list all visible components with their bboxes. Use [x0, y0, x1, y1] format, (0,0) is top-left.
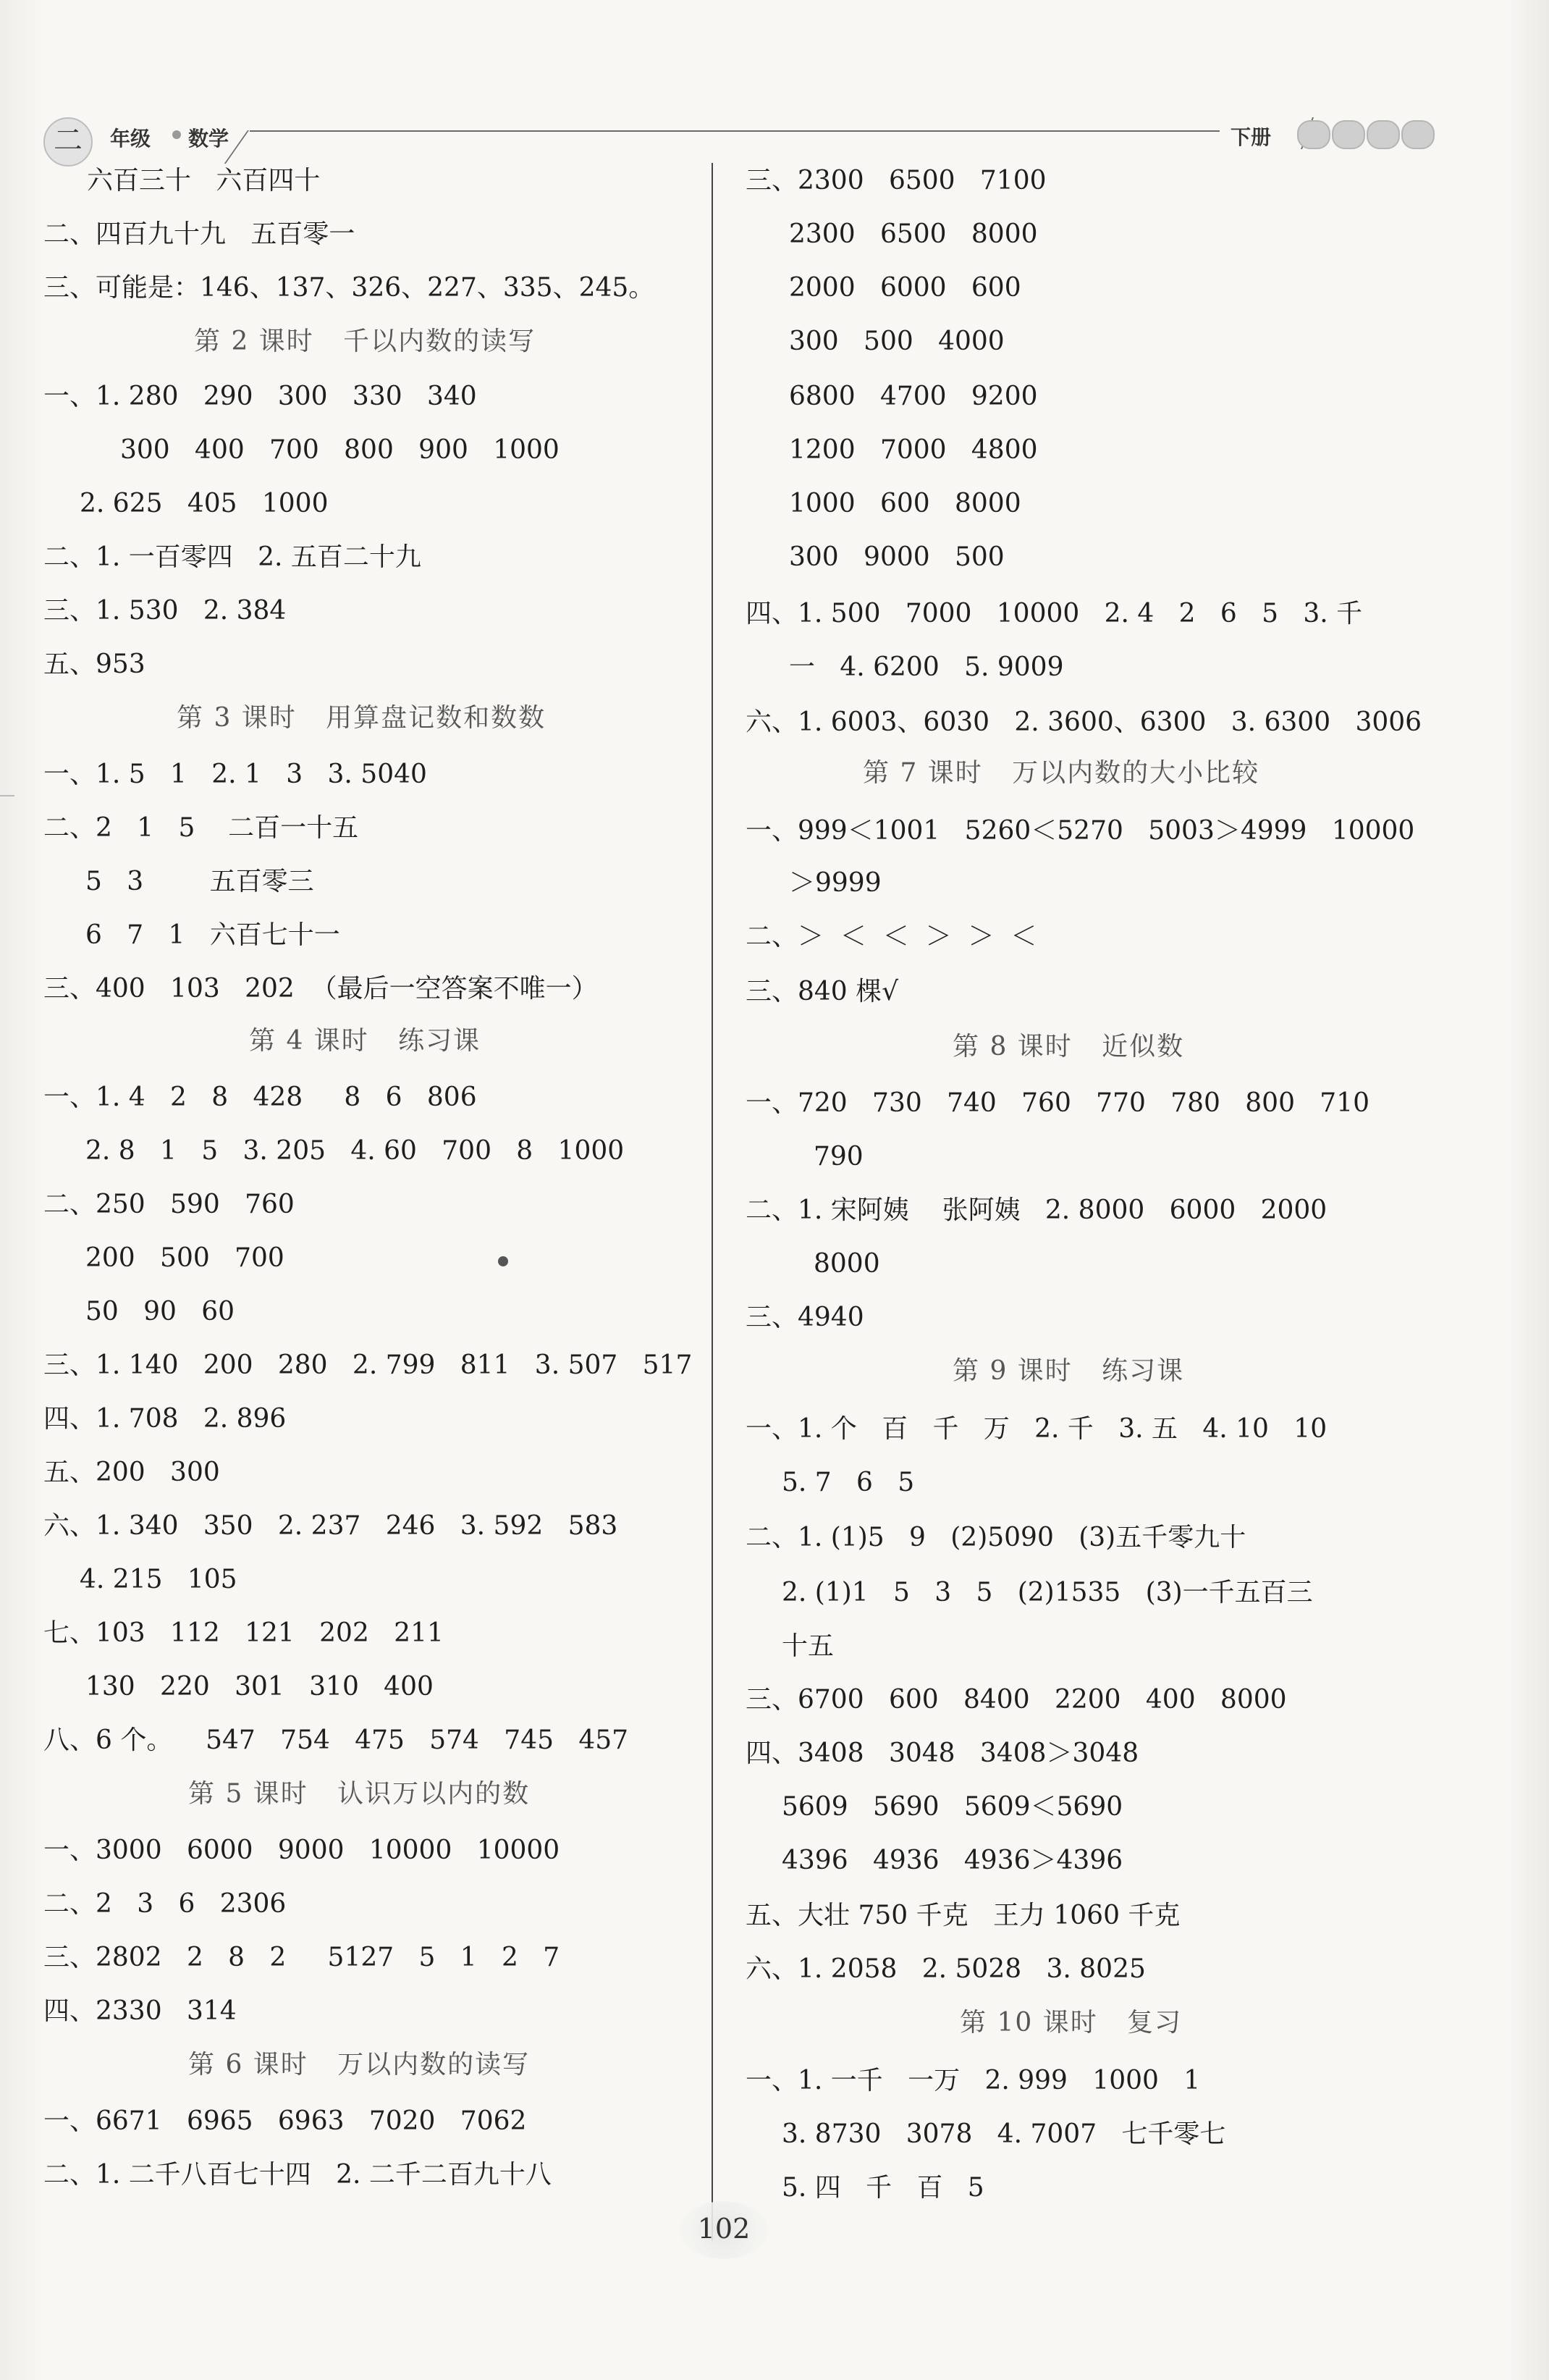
answer-line: 8000	[814, 1249, 880, 1279]
lesson-heading: 第 5 课时 认识万以内的数	[188, 1779, 531, 1809]
answer-line: 五、200 300	[43, 1458, 220, 1487]
answer-line: 3. 8730 3078 4. 7007 七千零七	[782, 2119, 1226, 2149]
answer-line: 三、4940	[746, 1303, 864, 1332]
lesson-heading: 第 7 课时 万以内数的大小比较	[863, 758, 1260, 788]
answer-line: 一、1. 个 百 千 万 2. 千 3. 五 4. 10 10	[746, 1414, 1328, 1444]
answer-line: 4. 215 105	[80, 1565, 237, 1594]
answer-line: 二、2 1 5 二百一十五	[43, 813, 359, 843]
answer-line: 2300 6500 8000	[789, 219, 1038, 249]
answer-line: 二、250 590 760	[43, 1190, 295, 1219]
answer-line: 790	[814, 1142, 864, 1172]
answer-line: 一、720 730 740 760 770 780 800 710	[746, 1088, 1370, 1118]
answer-line: 八、6 个。 547 754 475 574 745 457	[43, 1725, 629, 1755]
answer-line: 一、999＜1001 5260＜5270 5003＞4999 10000	[746, 816, 1415, 846]
answer-line: 三、400 103 202 （最后一空答案不唯一）	[43, 974, 598, 1004]
answer-line: 300 400 700 800 900 1000	[120, 435, 560, 465]
separator-dot-icon	[172, 130, 181, 139]
answer-line: 二、＞ ＜ ＜ ＞ ＞ ＜	[746, 922, 1037, 951]
answer-line: 二、1. 宋阿姨 张阿姨 2. 8000 6000 2000	[746, 1195, 1328, 1225]
answer-line: 一、1. 4 2 8 428 8 6 806	[43, 1082, 477, 1112]
lesson-heading: 第 6 课时 万以内数的读写	[188, 2050, 531, 2080]
lesson-heading: 第 2 课时 千以内数的读写	[194, 327, 536, 356]
column-divider	[712, 163, 713, 2241]
answer-line: 300 9000 500	[789, 542, 1005, 572]
page-header	[43, 109, 1404, 167]
lesson-heading: 第 4 课时 练习课	[249, 1026, 481, 1056]
series-logo-icon	[1297, 120, 1435, 146]
answer-line: 四、2330 314	[43, 1996, 237, 2026]
answer-line: 一 4. 6200 5. 9009	[789, 652, 1064, 682]
answer-line: 三、2802 2 8 2 5127 5 1 2 7	[43, 1943, 560, 1972]
print-speck	[498, 1256, 508, 1266]
answer-line: 三、可能是：146、137、326、227、335、245。	[43, 273, 655, 303]
answer-line: 三、1. 140 200 280 2. 799 811 3. 507 517	[43, 1350, 693, 1380]
answer-line: 二、四百九十九 五百零一	[43, 219, 355, 249]
answer-line: 2. 8 1 5 3. 205 4. 60 700 8 1000	[85, 1136, 625, 1166]
answer-line: 200 500 700	[85, 1243, 284, 1273]
answer-line: 一、1. 280 290 300 330 340	[43, 382, 477, 411]
answer-line: 三、2300 6500 7100	[746, 166, 1047, 195]
answer-line: 130 220 301 310 400	[85, 1672, 434, 1702]
answer-line: 1000 600 8000	[789, 489, 1021, 518]
header-rule	[250, 130, 1220, 132]
answer-line: 四、1. 708 2. 896	[43, 1404, 287, 1434]
answer-line: 5. 四 千 百 5	[782, 2173, 984, 2203]
answer-line: 三、6700 600 8400 2200 400 8000	[746, 1685, 1287, 1715]
answer-line: 2000 6000 600	[789, 273, 1021, 303]
answer-line: 300 500 4000	[789, 327, 1005, 356]
answer-line: 二、1. 二千八百七十四 2. 二千二百九十八	[43, 2160, 552, 2190]
answer-line: 6800 4700 9200	[789, 382, 1038, 411]
page-number-badge	[680, 2201, 767, 2259]
answer-line: 七、103 112 121 202 211	[43, 1618, 444, 1648]
subject-label: 数学	[188, 127, 229, 151]
grade-label: 年级	[110, 127, 151, 151]
answer-line: 一、1. 5 1 2. 1 3 3. 5040	[43, 760, 427, 789]
answer-line: 六、1. 340 350 2. 237 246 3. 592 583	[43, 1511, 618, 1541]
answer-line: 五、953	[43, 649, 145, 679]
answer-line: 5609 5690 5609＜5690	[782, 1792, 1123, 1822]
page-number: 102	[697, 2213, 751, 2245]
answer-line: 5. 7 6 5	[782, 1468, 915, 1497]
answer-line: 1200 7000 4800	[789, 435, 1038, 465]
lesson-heading: 第 8 课时 近似数	[953, 1032, 1185, 1061]
volume-label: 下册	[1231, 125, 1272, 149]
answer-line: 三、840 棵√	[746, 977, 899, 1006]
answer-line: 四、1. 500 7000 10000 2. 4 2 6 5 3. 千	[746, 599, 1363, 628]
answer-line: 五、大壮 750 千克 王力 1060 千克	[746, 1901, 1181, 1930]
answer-line: 50 90 60	[85, 1297, 235, 1326]
answer-line: 5 3 五百零三	[85, 867, 314, 896]
answer-line: 十五	[782, 1631, 835, 1661]
answer-line: 四、3408 3048 3408＞3048	[746, 1738, 1139, 1768]
answer-line: 一、6671 6965 6963 7020 7062	[43, 2106, 527, 2136]
answer-line: 三、1. 530 2. 384	[43, 596, 287, 626]
answer-line: ＞9999	[789, 868, 882, 898]
answer-line: 二、2 3 6 2306	[43, 1889, 287, 1919]
lesson-heading: 第 3 课时 用算盘记数和数数	[177, 703, 546, 733]
answer-line: 2. (1)1 5 3 5 (2)1535 (3)一千五百三	[782, 1578, 1313, 1607]
lesson-heading: 第 10 课时 复习	[960, 2008, 1183, 2038]
answer-line: 6 7 1 六百七十一	[85, 920, 340, 950]
grade-badge: 二	[43, 117, 93, 167]
margin-mark	[0, 795, 14, 796]
answer-line: 二、1. (1)5 9 (2)5090 (3)五千零九十	[746, 1523, 1246, 1552]
answer-line: 六百三十 六百四十	[87, 166, 321, 195]
answer-line: 4396 4936 4936＞4396	[782, 1846, 1123, 1875]
answer-line: 一、3000 6000 9000 10000 10000	[43, 1836, 560, 1865]
answer-line: 二、1. 一百零四 2. 五百二十九	[43, 542, 421, 572]
answer-line: 一、1. 一千 一万 2. 999 1000 1	[746, 2066, 1201, 2095]
answer-line: 2. 625 405 1000	[80, 489, 329, 518]
answer-line: 六、1. 2058 2. 5028 3. 8025	[746, 1954, 1146, 1984]
lesson-heading: 第 9 课时 练习课	[953, 1356, 1185, 1386]
answer-line: 六、1. 6003、6030 2. 3600、6300 3. 6300 3006	[746, 707, 1422, 737]
